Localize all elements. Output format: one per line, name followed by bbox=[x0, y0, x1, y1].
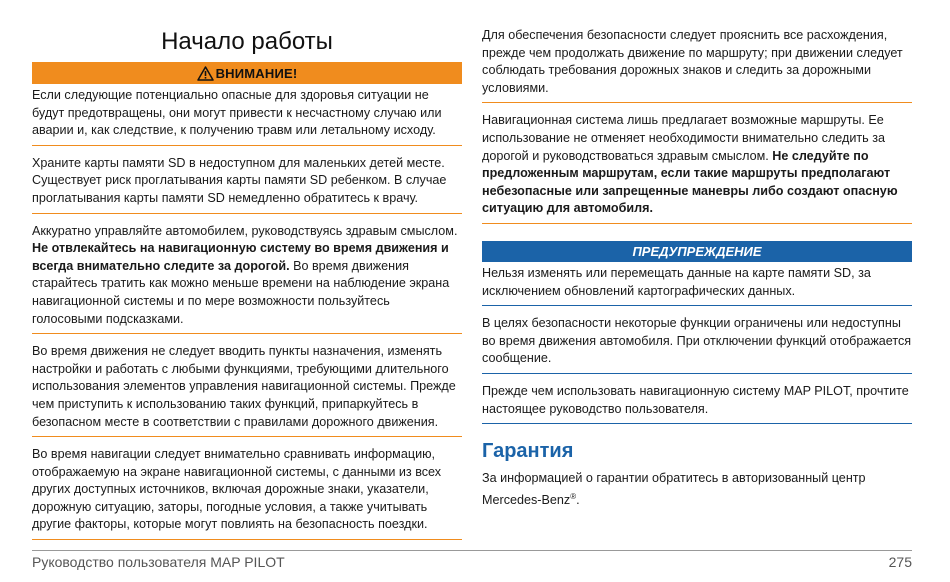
caution-label: ПРЕДУПРЕЖДЕНИЕ bbox=[632, 243, 762, 259]
routes-text-bold: Не следуйте по предложенным маршрутам, если такие маршруты предполагают небезопасные или запрещенные маневры либо создают опасную ситуацию для автомобиля. bbox=[482, 148, 898, 216]
warning-paragraph-input: Во время движения не следует вводить пункты назначения, изменять настройки и работать с любыми функциями, требующими длительного использования элементов управления навигационной системы. Прежде чем приступить к использованию таких функций, припаркуйтесь в безопасном месте в соответствии с правилами дорожного движения. bbox=[32, 343, 462, 437]
page-footer bbox=[32, 550, 912, 570]
page-number: 275 bbox=[888, 554, 912, 570]
warranty-text-main: За информацией о гарантии обратитесь в авторизованный центр Mercedes-Benz bbox=[482, 471, 866, 507]
page-title: Начало работы bbox=[161, 28, 333, 55]
warning-paragraph-routes bbox=[482, 112, 912, 224]
routes-text-a: Навигационная система лишь предлагает возможные маршруты. Ее использование не отменяет необходимости внимательно следить за дорогой и руководствоваться здравым смыслом. bbox=[482, 113, 886, 163]
warning-paragraph-driving bbox=[32, 223, 462, 335]
driving-text-a: Аккуратно управляйте автомобилем, руководствуясь здравым смыслом. bbox=[32, 223, 458, 238]
warning-triangle-icon bbox=[197, 66, 214, 81]
caution-paragraph-manual: Прежде чем использовать навигационную систему MAP PILOT, прочтите настоящее руководство пользователя. bbox=[482, 383, 912, 424]
registered-mark: ® bbox=[570, 491, 577, 501]
caution-banner bbox=[482, 241, 912, 262]
right-column bbox=[482, 0, 912, 523]
caution-paragraph-sd: Нельзя изменять или перемещать данные на карте памяти SD, за исключением обновлений картографических данных. bbox=[482, 265, 912, 306]
driving-text-bold: Не отвлекайтесь на навигационную систему во время движения и всегда внимательно следите за дорогой. bbox=[32, 241, 449, 273]
left-column bbox=[32, 0, 462, 549]
warning-paragraph-discrepancies: Для обеспечения безопасности следует прояснить все расхождения, прежде чем продолжать движение по маршруту; при движении следует соблюдать требования дорожных знаков и следить за дорожными условиями. bbox=[482, 27, 912, 103]
warranty-text bbox=[482, 470, 912, 514]
warning-label: ВНИМАНИЕ! bbox=[215, 65, 298, 81]
caution-paragraph-functions: В целях безопасности некоторые функции ограничены или недоступны во время движения автомобиля. При отключении функций отображается сообщение. bbox=[482, 315, 912, 374]
warning-paragraph-compare: Во время навигации следует внимательно сравнивать информацию, отображаемую на экране навигационной системы, с данными из всех других доступных источников, включая дорожные знаки, указатели, дорожную ситуацию, заторы, погодные условия, а также учитывать другие факторы, которые могут повлиять на безопасность поездки. bbox=[32, 446, 462, 540]
footer-manual-title: Руководство пользователя MAP PILOT bbox=[32, 554, 285, 570]
warning-banner bbox=[32, 62, 462, 84]
warranty-text-end: . bbox=[576, 492, 580, 507]
warranty-heading: Гарантия bbox=[482, 440, 574, 463]
warning-paragraph-1: Если следующие потенциально опасные для здоровья ситуации не будут предотвращены, они могут привести к несчастному случаю или аварии и, как следствие, к получению травм или летальному исходу. bbox=[32, 87, 462, 146]
warning-paragraph-sd-card: Храните карты памяти SD в недоступном для маленьких детей месте. Существует риск проглатывания карты памяти SD ребенком. В случае проглатывания карты памяти SD немедленно обратитесь к врачу. bbox=[32, 155, 462, 214]
driving-text-b: Во время движения старайтесь тратить как можно меньше времени на наблюдение экрана навигационной системы и по мере возможности пользуйтесь голосовыми подсказками. bbox=[32, 258, 450, 326]
